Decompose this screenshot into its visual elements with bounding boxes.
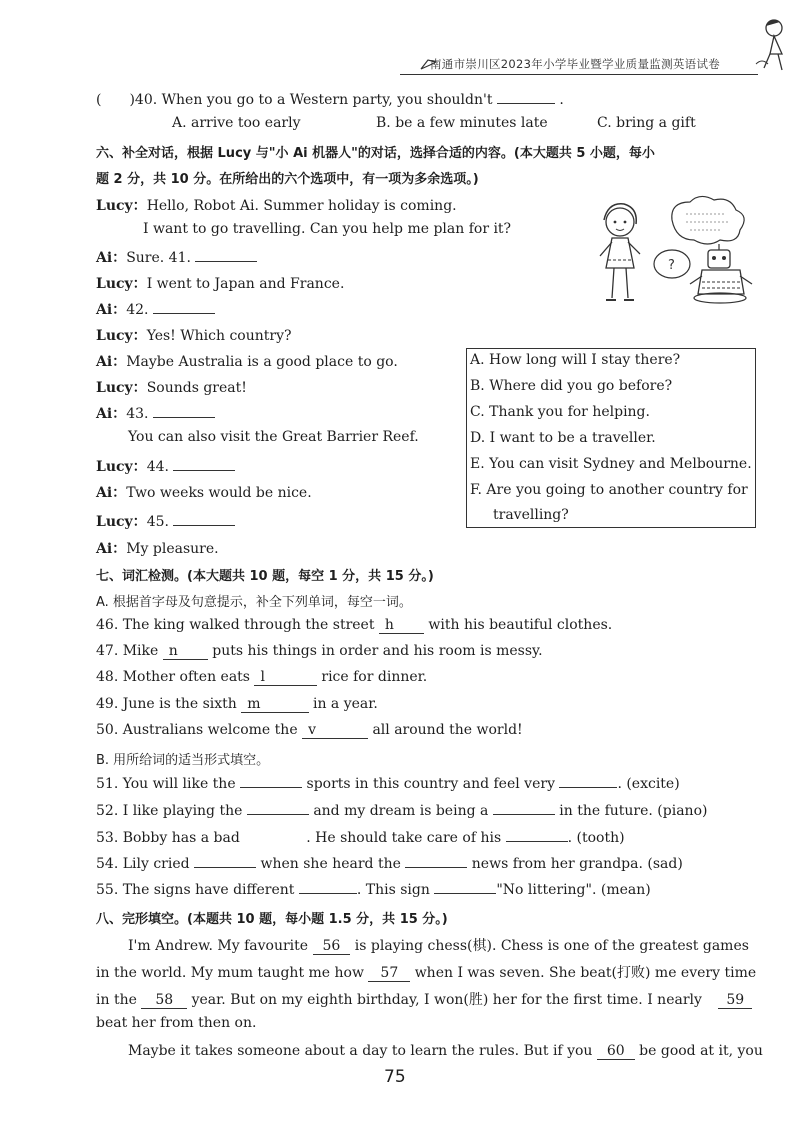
- q53-blank-2[interactable]: [506, 829, 568, 842]
- speaker-lucy: Lucy：: [96, 276, 147, 292]
- cloze-text: when I was seven. She beat(打败) me every time: [414, 965, 757, 981]
- q40-end: .: [559, 92, 564, 108]
- q40-option-c[interactable]: C. bring a gift: [597, 115, 696, 131]
- section-7-part-a: A. 根据首字母及句意提示，补全下列单词，每空一词。: [96, 595, 412, 610]
- dialog-line-3: [96, 247, 257, 267]
- q55-blank-2[interactable]: [434, 881, 496, 894]
- q46-text-end: with his beautiful clothes.: [428, 617, 613, 633]
- dialog-text: Sounds great!: [146, 380, 247, 396]
- blank-45[interactable]: [173, 513, 235, 526]
- question-40: [96, 89, 564, 109]
- option-f-continued: travelling?: [493, 507, 569, 523]
- header-title: 南通市崇川区2023年小学毕业暨学业质量监测英语试卷: [430, 57, 721, 71]
- cloze-line-3: [96, 989, 752, 1009]
- q46-text: 46. The king walked through the street: [96, 617, 375, 633]
- question-50: [96, 722, 523, 738]
- cloze-line-2: [96, 962, 756, 982]
- dialog-line-7: [96, 351, 398, 371]
- cloze-text: I'm Andrew. My favourite: [128, 938, 309, 954]
- q55-text-end: "No littering". (mean): [496, 882, 651, 898]
- cloze-text: Maybe it takes someone about a day to learn the rules. But if you: [128, 1043, 593, 1059]
- q51-blank-1[interactable]: [240, 775, 302, 788]
- cloze-text: in the world. My mum taught me how: [96, 965, 364, 981]
- header-girl-illustration: [748, 14, 792, 78]
- q53-text: 53. Bobby has a bad: [96, 830, 240, 846]
- dialog-text: 42.: [126, 302, 149, 318]
- speaker-ai: Ai：: [96, 541, 127, 557]
- q54-text: 54. Lily cried: [96, 856, 190, 872]
- speaker-lucy: Lucy：: [96, 514, 147, 530]
- q51-text-end: . (excite): [617, 776, 680, 792]
- dialog-line-12: [96, 482, 312, 502]
- question-55: [96, 881, 651, 898]
- blank-42[interactable]: [153, 301, 215, 314]
- q51-text-mid: sports in this country and feel very: [306, 776, 555, 792]
- q40-option-b[interactable]: B. be a few minutes late: [376, 115, 548, 131]
- dialog-text: Two weeks would be nice.: [126, 485, 312, 501]
- cloze-blank-59[interactable]: 59: [718, 992, 752, 1009]
- dialog-text: I want to go travelling. Can you help me plan for it?: [143, 221, 512, 237]
- q48-text: 48. Mother often eats: [96, 669, 250, 685]
- section-6-title-line2: 题 2 分，共 10 分。在所给出的六个选项中，有一项为多余选项。): [96, 172, 479, 187]
- q40-option-a[interactable]: A. arrive too early: [172, 115, 301, 131]
- header-rule: [400, 74, 758, 75]
- dialog-line-10: [128, 429, 419, 445]
- cloze-blank-58[interactable]: 58: [141, 992, 187, 1009]
- speaker-ai: Ai：: [96, 302, 127, 318]
- q54-text-end: news from her grandpa. (sad): [471, 856, 683, 872]
- cloze-blank-57[interactable]: 57: [368, 965, 410, 982]
- cloze-text: is playing chess(棋). Chess is one of the greatest games: [354, 938, 749, 954]
- dialog-text: 45.: [146, 514, 169, 530]
- question-47: [96, 643, 543, 659]
- q48-blank[interactable]: l: [254, 669, 316, 686]
- option-d[interactable]: D. I want to be a traveller.: [470, 430, 656, 446]
- q46-blank[interactable]: h: [379, 617, 424, 634]
- cloze-text: in the: [96, 992, 137, 1008]
- blank-43[interactable]: [153, 405, 215, 418]
- speaker-lucy: Lucy：: [96, 380, 147, 396]
- question-53: [96, 829, 625, 846]
- cloze-blank-56[interactable]: 56: [313, 938, 351, 955]
- q54-blank-1[interactable]: [194, 855, 256, 868]
- q47-blank[interactable]: n: [163, 643, 208, 660]
- question-49: [96, 696, 378, 712]
- q48-text-end: rice for dinner.: [321, 669, 428, 685]
- dialog-text: 43.: [126, 406, 149, 422]
- page-number: 75: [384, 1067, 406, 1087]
- q50-text-end: all around the world!: [372, 722, 523, 738]
- blank-41[interactable]: [195, 249, 257, 262]
- section-6-title-line1: 六、补全对话，根据 Lucy 与"小 Ai 机器人"的对话，选择合适的内容。(本大题共 5 小题，每小: [96, 146, 655, 161]
- speaker-lucy: Lucy：: [96, 198, 147, 214]
- girl-and-robot-illustration: [590, 190, 760, 314]
- q51-blank-2[interactable]: [559, 775, 617, 788]
- speaker-lucy: Lucy：: [96, 328, 147, 344]
- option-f[interactable]: F. Are you going to another country for: [470, 482, 748, 498]
- dialog-line-5: [96, 299, 215, 319]
- q54-blank-2[interactable]: [405, 855, 467, 868]
- q49-text-end: in a year.: [312, 696, 378, 712]
- dialog-text: Yes! Which country?: [146, 328, 292, 344]
- q50-text: 50. Australians welcome the: [96, 722, 298, 738]
- question-51: [96, 775, 680, 792]
- dialog-text: Hello, Robot Ai. Summer holiday is coming.: [146, 198, 457, 214]
- dialog-options-box: [466, 348, 756, 528]
- question-48: [96, 669, 427, 685]
- speaker-lucy: Lucy：: [96, 459, 147, 475]
- q47-text-end: puts his things in order and his room is messy.: [212, 643, 543, 659]
- q54-text-mid: when she heard the: [260, 856, 401, 872]
- q53-text-mid: . He should take care of his: [306, 830, 502, 846]
- dialog-line-6: [96, 325, 292, 345]
- q49-blank[interactable]: m: [241, 696, 308, 713]
- cloze-text: be good at it, you: [639, 1043, 763, 1059]
- dialog-line-4: [96, 273, 344, 293]
- dialog-text: Maybe Australia is a good place to go.: [126, 354, 398, 370]
- cloze-line-1: [128, 935, 749, 955]
- speaker-ai: Ai：: [96, 406, 127, 422]
- q52-text-end: in the future. (piano): [559, 803, 708, 819]
- q52-blank-1[interactable]: [247, 802, 309, 815]
- option-c[interactable]: C. Thank you for helping.: [470, 404, 650, 420]
- section-8-title: 八、完形填空。(本题共 10 题，每小题 1.5 分，共 15 分。): [96, 912, 448, 927]
- q55-text: 55. The signs have different: [96, 882, 295, 898]
- speaker-ai: Ai：: [96, 485, 127, 501]
- dialog-text: 44.: [146, 459, 169, 475]
- q52-text: 52. I like playing the: [96, 803, 243, 819]
- cloze-text: year. But on my eighth birthday, I won(胜) her for the first time. I nearly: [191, 992, 702, 1008]
- speaker-ai: Ai：: [96, 250, 127, 266]
- dialog-line-8: [96, 377, 247, 397]
- dialog-line-11: [96, 456, 235, 476]
- section-7-part-b: B. 用所给词的适当形式填空。: [96, 753, 270, 768]
- option-b[interactable]: B. Where did you go before?: [470, 378, 673, 394]
- speaker-ai: Ai：: [96, 354, 127, 370]
- dialog-text: My pleasure.: [126, 541, 219, 557]
- q47-text: 47. Mike: [96, 643, 159, 659]
- question-52: [96, 802, 707, 819]
- dialog-line-2: [143, 221, 511, 237]
- q55-text-mid: . This sign: [356, 882, 430, 898]
- q52-blank-2[interactable]: [493, 802, 555, 815]
- dialog-text: Sure. 41.: [126, 250, 191, 266]
- cloze-text: beat her from then on.: [96, 1015, 257, 1031]
- option-e[interactable]: E. You can visit Sydney and Melbourne.: [470, 456, 752, 472]
- section-7-title: 七、词汇检测。(本大题共 10 题，每空 1 分，共 15 分。): [96, 569, 434, 584]
- blank-44[interactable]: [173, 458, 235, 471]
- cloze-line-5: [128, 1043, 763, 1059]
- q40-blank[interactable]: [497, 91, 555, 104]
- dialog-line-9: [96, 403, 215, 423]
- q51-text: 51. You will like the: [96, 776, 236, 792]
- dialog-text: I went to Japan and France.: [146, 276, 345, 292]
- question-46: [96, 617, 612, 633]
- bubble-question-mark: ?: [668, 258, 675, 273]
- option-a[interactable]: A. How long will I stay there?: [470, 352, 681, 368]
- q50-blank[interactable]: v: [302, 722, 368, 739]
- dialog-line-14: [96, 538, 219, 558]
- question-54: [96, 855, 683, 872]
- q49-text: 49. June is the sixth: [96, 696, 237, 712]
- cloze-line-4: [96, 1015, 256, 1031]
- dialog-text: You can also visit the Great Barrier Reef.: [128, 429, 419, 445]
- dialog-line-1: [96, 195, 457, 215]
- q40-stem: ( )40. When you go to a Western party, you shouldn't: [96, 92, 493, 108]
- dialog-line-13: [96, 511, 235, 531]
- q52-text-mid: and my dream is being a: [313, 803, 489, 819]
- q55-blank-1[interactable]: [299, 881, 357, 894]
- cloze-blank-60[interactable]: 60: [597, 1043, 635, 1060]
- q53-text-end: . (tooth): [567, 830, 625, 846]
- q53-blank-1[interactable]: [244, 829, 306, 842]
